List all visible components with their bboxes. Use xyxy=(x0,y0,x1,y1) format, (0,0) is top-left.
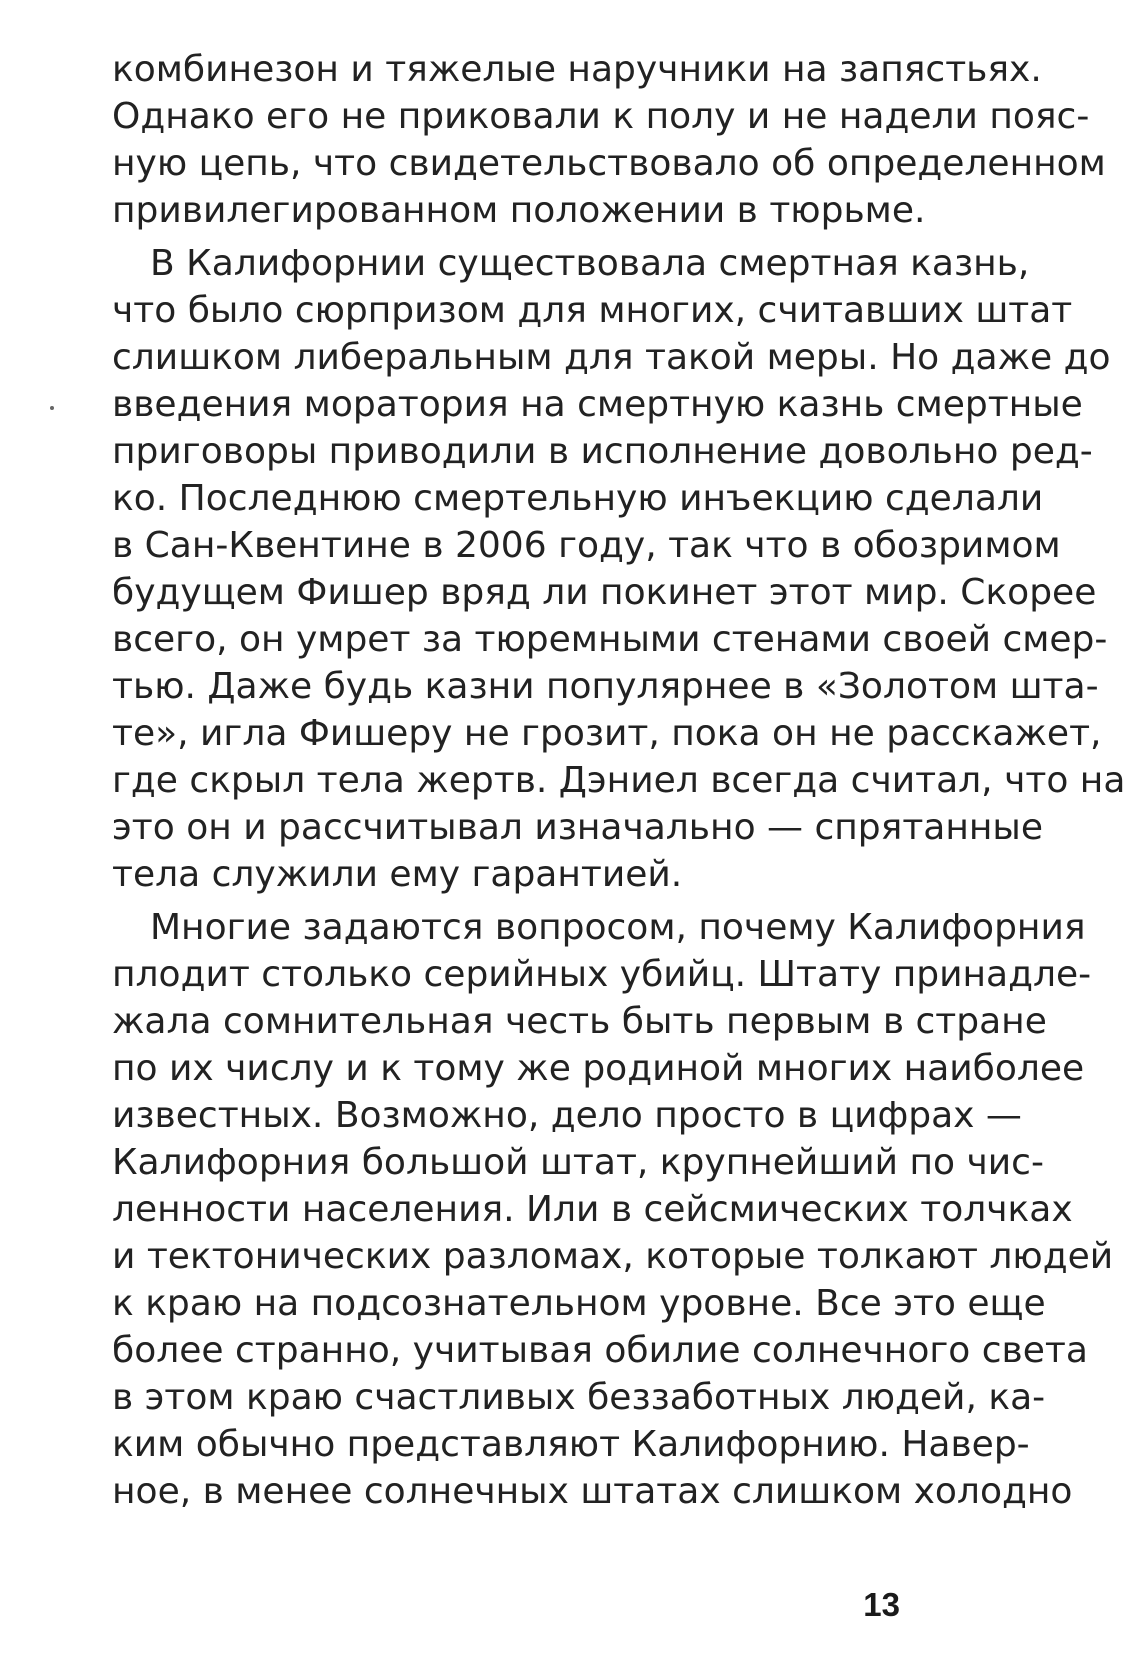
text-line: известных. Возможно, дело просто в цифрах — xyxy=(112,1095,1022,1136)
text-line: более странно, учитывая обилие солнечного света xyxy=(112,1330,1088,1371)
text-line: тела служили ему гарантией. xyxy=(112,854,683,895)
text-line: те», игла Фишеру не грозит, пока он не расскажет, xyxy=(112,713,1102,754)
text-line: ко. Последнюю смертельную инъекцию сделали xyxy=(112,478,1044,519)
scan-speck xyxy=(50,406,54,410)
text-line: всего, он умрет за тюремными стенами своей смер- xyxy=(112,619,1108,660)
text-line: приговоры приводили в исполнение довольно ред- xyxy=(112,431,1093,472)
text-line: и тектонических разломах, которые толкают людей xyxy=(112,1236,1114,1277)
text-line: слишком либеральным для такой меры. Но даже до xyxy=(112,337,1111,378)
body-text xyxy=(112,46,1125,1515)
text-line: введения моратория на смертную казнь смертные xyxy=(112,384,1083,425)
text-line: ким обычно представляют Калифорнию. Навер- xyxy=(112,1424,1030,1465)
text-line: комбинезон и тяжелые наручники на запястьях. xyxy=(112,49,1042,90)
text-line: тью. Даже будь казни популярнее в «Золотом шта- xyxy=(112,666,1099,707)
text-line: это он и рассчитывал изначально — спрятанные xyxy=(112,807,1043,848)
text-line: плодит столько серийных убийц. Штату принадле- xyxy=(112,954,1092,995)
text-line: в Сан-Квентине в 2006 году, так что в обозримом xyxy=(112,525,1061,566)
text-line: в этом краю счастливых беззаботных людей, ка- xyxy=(112,1377,1046,1418)
text-line: Многие задаются вопросом, почему Калифорния xyxy=(150,907,1086,948)
page-number: 13 xyxy=(863,1586,900,1623)
text-line: В Калифорнии существовала смертная казнь, xyxy=(150,243,1030,284)
text-line: ленности населения. Или в сейсмических толчках xyxy=(112,1189,1073,1230)
text-line: будущем Фишер вряд ли покинет этот мир. Скорее xyxy=(112,572,1097,613)
text-line: ное, в менее солнечных штатах слишком холодно xyxy=(112,1471,1073,1512)
text-line: где скрыл тела жертв. Дэниел всегда считал, что на xyxy=(112,760,1125,801)
text-line: привилегированном положении в тюрьме. xyxy=(112,190,926,231)
text-line: к краю на подсознательном уровне. Все это еще xyxy=(112,1283,1046,1324)
text-line: по их числу и к тому же родиной многих наиболее xyxy=(112,1048,1085,1089)
text-line: ную цепь, что свидетельствовало об определенном xyxy=(112,143,1106,184)
text-line: жала сомнительная честь быть первым в стране xyxy=(112,1001,1047,1042)
text-line: что было сюрпризом для многих, считавших штат xyxy=(112,290,1073,331)
text-line: Калифорния большой штат, крупнейший по чис- xyxy=(112,1142,1044,1183)
text-line: Однако его не приковали к полу и не надели пояс- xyxy=(112,96,1090,137)
